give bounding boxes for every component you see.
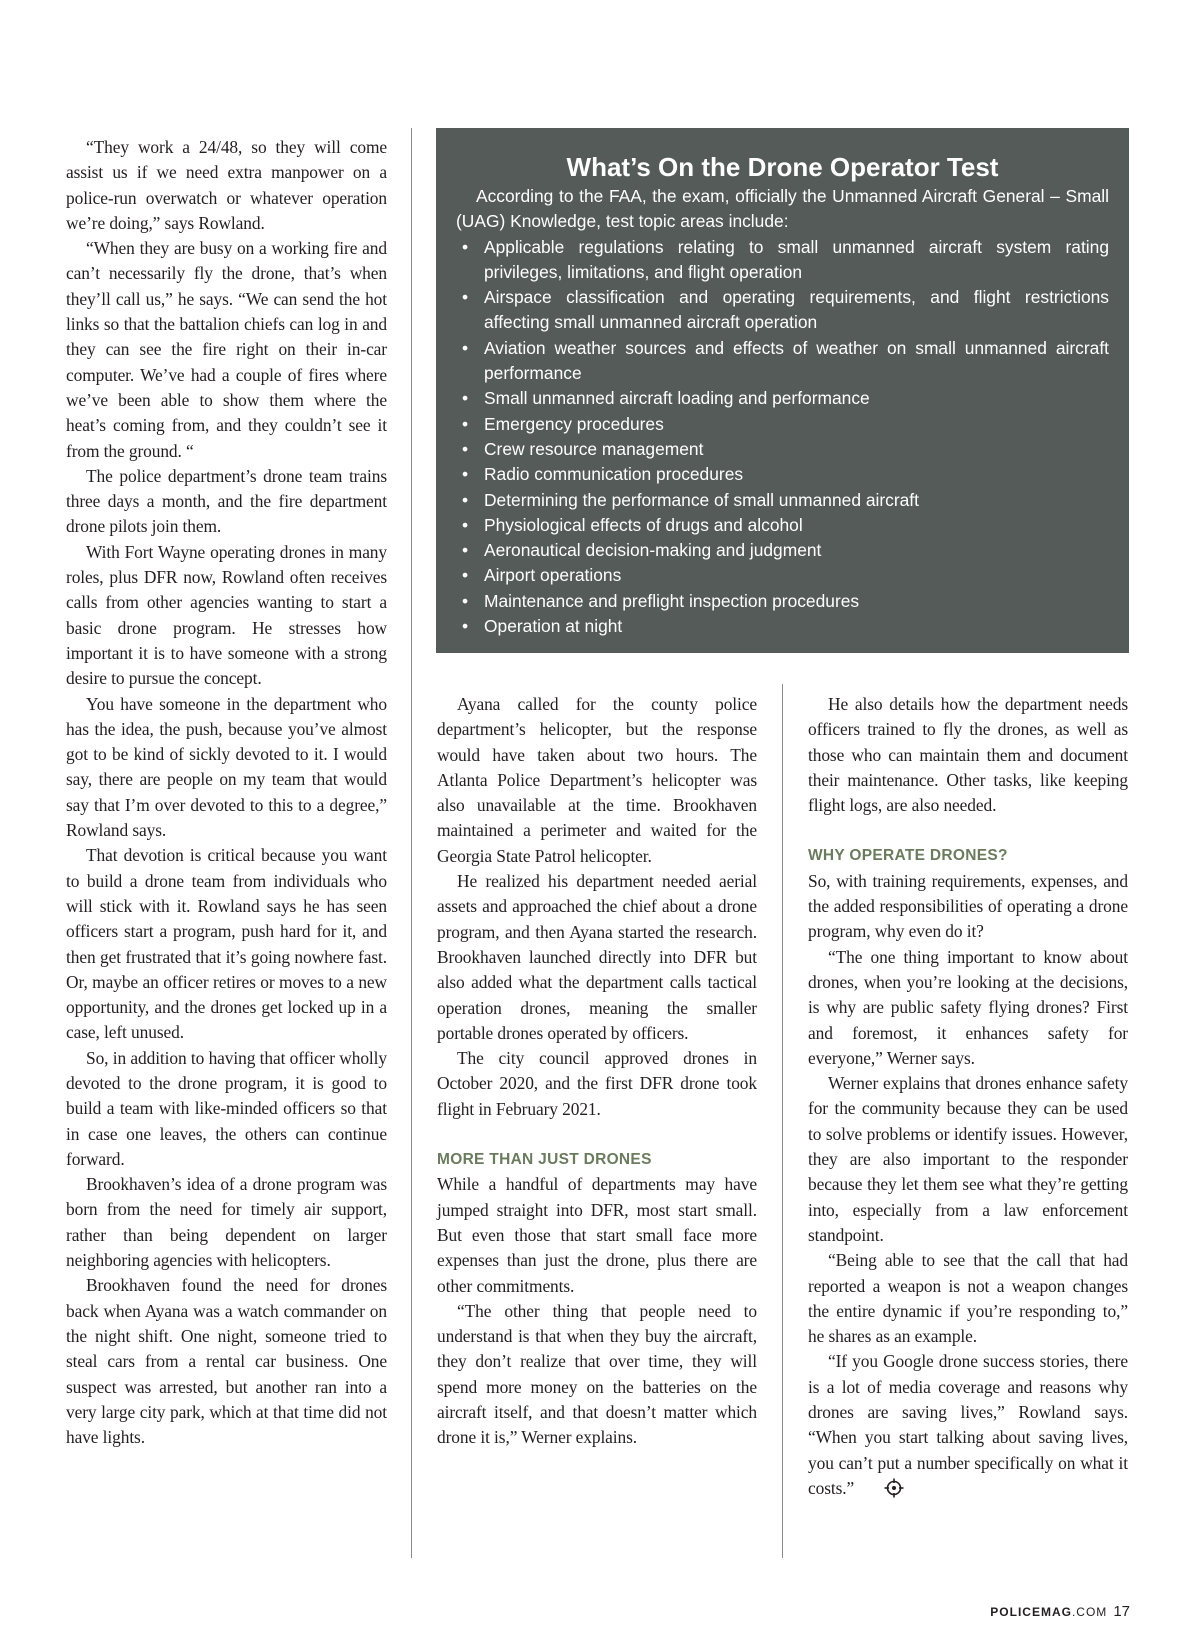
paragraph: Ayana called for the county police department’s helicopter, but the response would have taken about two hours. The Atlanta Police Department’s helicopter was also unavailable at the time. Brookhaven maintained a perimeter and waited for the Georgia State Patrol helicopter. bbox=[437, 694, 757, 866]
paragraph: He also details how the department needs officers trained to fly the drones, as well as those who can maintain them and document their maintenance. Other tasks, like keeping flight logs, are also needed. bbox=[808, 694, 1128, 816]
paragraph: The city council approved drones in October 2020, and the first DFR drone took flight in February 2021. bbox=[437, 1048, 757, 1119]
paragraph: “When they are busy on a working fire and can’t necessarily fly the drone, that’s when they’ll call us,” he says. “We can send the hot links so that the battalion chiefs can log in and they can see the fire right on their in-car computer. We’ve had a couple of fires where we’ve been able to show them where the heat’s coming from, and they couldn’t see it from the ground. “ bbox=[66, 238, 387, 461]
list-item: • Airport operations bbox=[456, 563, 1109, 588]
section-heading: WHY OPERATE DRONES? bbox=[808, 847, 1008, 865]
paragraph: “Being able to see that the call that had reported a weapon is not a weapon changes the entire dynamic if you’re responding to,” he shares as an example. bbox=[808, 1250, 1128, 1347]
list-item: • Applicable regulations relating to small unmanned aircraft system rating privileges, limitations, and flight operation bbox=[462, 236, 1109, 282]
test-topic-list bbox=[456, 235, 1109, 640]
list-item: • Small unmanned aircraft loading and performance bbox=[456, 386, 1109, 411]
article-column-3 bbox=[808, 692, 1128, 1505]
sidebar-title: What’s On the Drone Operator Test bbox=[566, 152, 999, 182]
paragraph: So, with training requirements, expenses, and the added responsibilities of operating a drone program, why even do it? bbox=[808, 870, 1128, 942]
article-column-2 bbox=[437, 692, 757, 1451]
site-name: POLICEMAG.COM bbox=[990, 1605, 1108, 1619]
paragraph: “If you Google drone success stories, there is a lot of media coverage and reasons why drones are saving lives,” Rowland says. “When you start talking about saving lives, you can’t put a number specifically on what it costs.” bbox=[808, 1349, 1128, 1505]
paragraph: With Fort Wayne operating drones in many roles, plus DFR now, Rowland often receives calls from other agencies wanting to start a basic drone program. He stresses how important it is to have someone with a strong desire to pursue the concept. bbox=[66, 541, 387, 689]
paragraph: While a handful of departments may have jumped straight into DFR, most start small. But even those that start small face more expenses than just the drone, plus there are other commitments. bbox=[437, 1174, 757, 1296]
page-footer bbox=[990, 1603, 1130, 1621]
bullet-icon: • bbox=[462, 540, 469, 561]
section-heading: MORE THAN JUST DRONES bbox=[437, 1151, 652, 1169]
paragraph: “The other thing that people need to understand is that when they buy the aircraft, they don’t realize that over time, they will spend more money on the batteries on the aircraft itself, and that doesn’t matter which drone it is,” Werner explains. bbox=[437, 1300, 757, 1448]
bullet-icon: • bbox=[462, 337, 469, 358]
list-item: • Emergency procedures bbox=[456, 412, 1109, 437]
bullet-icon: • bbox=[462, 616, 469, 637]
bullet-icon: • bbox=[462, 413, 469, 434]
list-item: • Determining the performance of small unmanned aircraft bbox=[456, 488, 1109, 513]
list-item: • Aviation weather sources and effects of weather on small unmanned aircraft performance bbox=[462, 337, 1109, 384]
article-column-1 bbox=[66, 135, 387, 1450]
list-item: • Crew resource management bbox=[456, 437, 1109, 462]
list-item: • Radio communication procedures bbox=[456, 462, 1109, 487]
paragraph: Brookhaven found the need for drones back when Ayana was a watch commander on the night shift. One night, someone tried to steal cars from a rental car business. One suspect was arrested, but another ran into a very large city park, which at that time did not have lights. bbox=[66, 1275, 387, 1448]
bullet-icon: • bbox=[462, 590, 469, 611]
bullet-icon: • bbox=[462, 464, 469, 485]
paragraph: He realized his department needed aerial assets and approached the chief about a drone program, and then Ayana started the research. Brookhaven launched directly into DFR but also added what the department calls tactical operation drones, meaning the smaller portable drones operated by officers. bbox=[437, 871, 757, 1043]
list-item: • Physiological effects of drugs and alcohol bbox=[456, 513, 1109, 538]
bullet-icon: • bbox=[462, 514, 469, 535]
bullet-icon: • bbox=[462, 287, 469, 308]
bullet-icon: • bbox=[462, 489, 469, 510]
paragraph: “They work a 24/48, so they will come assist us if we need extra manpower on a police-run overwatch or whatever operation we’re doing,” says Rowland. bbox=[66, 137, 387, 233]
column-rule-left bbox=[411, 128, 412, 1558]
column-rule-right bbox=[782, 684, 783, 1558]
paragraph: Werner explains that drones enhance safety for the community because they can be used to solve problems or identify issues. However, they are also important to the responder because they let them see what they’re getting into, especially from a law enforcement standpoint. bbox=[808, 1073, 1128, 1245]
paragraph: So, in addition to having that officer wholly devoted to the drone program, it is good to build a team with like-minded officers so that in case one leaves, the others can continue forward. bbox=[66, 1047, 387, 1169]
crosshair-icon bbox=[864, 1478, 904, 1505]
paragraph: That devotion is critical because you want to build a drone team from individuals who will stick with it. Rowland says he has seen officers start a program, push hard for it, and then get frustrated that it’s going nowhere fast. Or, maybe an officer retires or moves to a new opportunity, and the drones get locked up in a case, left unused. bbox=[66, 845, 387, 1043]
bullet-icon: • bbox=[462, 236, 469, 257]
bullet-icon: • bbox=[462, 565, 469, 586]
sidebar-intro: According to the FAA, the exam, officially the Unmanned Aircraft General – Small (UAG) Knowledge, test topic areas include: bbox=[456, 186, 1109, 232]
list-item: • Maintenance and preflight inspection procedures bbox=[456, 589, 1109, 614]
bullet-icon: • bbox=[462, 388, 469, 409]
paragraph: You have someone in the department who has the idea, the push, because you’ve almost got to be kind of sickly devoted to it. I would say, there are people on my team that would say that I’m over devoted to this to a degree,” Rowland says. bbox=[66, 693, 387, 841]
list-item: • Operation at night bbox=[456, 614, 1109, 639]
drone-test-sidebar bbox=[436, 128, 1129, 653]
paragraph: The police department’s drone team trains three days a month, and the fire department drone pilots join them. bbox=[66, 465, 387, 537]
bullet-icon: • bbox=[462, 438, 469, 459]
page-number: 17 bbox=[1113, 1603, 1130, 1620]
paragraph: “The one thing important to know about drones, when you’re looking at the decisions, is why are public safety flying drones? First and foremost, it enhances safety for everyone,” Werner says. bbox=[808, 946, 1128, 1068]
list-item: • Aeronautical decision-making and judgment bbox=[456, 538, 1109, 563]
list-item: • Airspace classification and operating requirements, and flight restrictions affecting small unmanned aircraft operation bbox=[462, 287, 1109, 333]
paragraph: Brookhaven’s idea of a drone program was born from the need for timely air support, rather than being dependent on larger neighboring agencies with helicopters. bbox=[66, 1174, 387, 1271]
